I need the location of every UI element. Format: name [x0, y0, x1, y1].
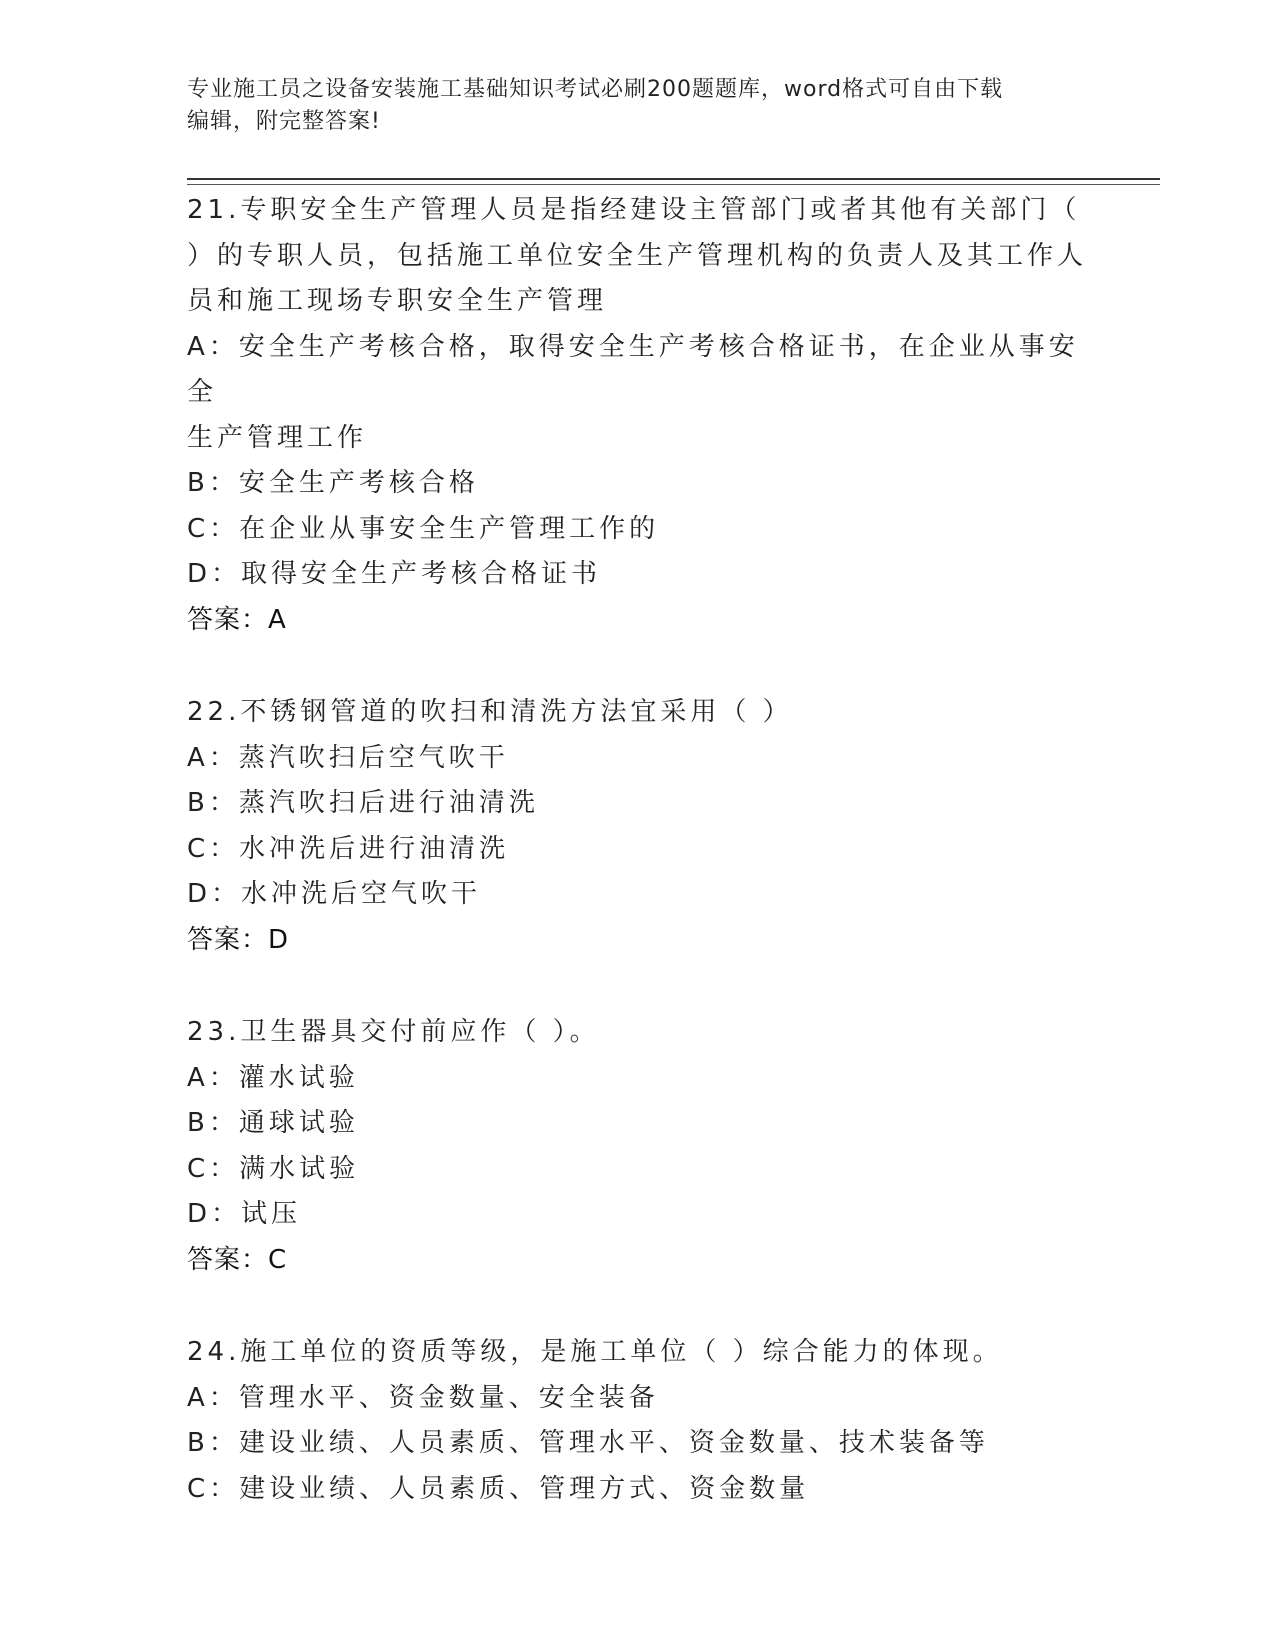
header-title-line-2: 编辑，附完整答案! — [187, 109, 381, 134]
header-divider-thin — [187, 184, 1160, 185]
answer-value: A — [268, 604, 287, 635]
option-d: D：取得安全生产考核合格证书 — [187, 559, 602, 589]
header-title-line-1: 专业施工员之设备安装施工基础知识考试必刷200题题库，word格式可自由下载 — [187, 77, 1004, 102]
answer-line — [187, 1238, 1087, 1284]
document-header — [187, 74, 1067, 138]
question-24 — [187, 1330, 1087, 1512]
header-divider-thick — [187, 178, 1160, 180]
question-23 — [187, 1010, 1087, 1283]
question-stem-line: 24.施工单位的资质等级，是施工单位（ ）综合能力的体现。 — [187, 1337, 1003, 1367]
option-b: B：建设业绩、人员素质、管理水平、资金数量、技术装备等 — [187, 1428, 989, 1458]
answer-line — [187, 918, 1087, 964]
option-b: B：安全生产考核合格 — [187, 468, 479, 498]
question-stem-line: 员和施工现场专职安全生产管理 — [187, 286, 608, 316]
answer-label: 答案： — [187, 1244, 269, 1275]
question-stem-line: ）的专职人员，包括施工单位安全生产管理机构的负责人及其工作人 — [187, 240, 1088, 271]
option-a: A：管理水平、资金数量、安全装备 — [187, 1382, 659, 1413]
option-d: D：试压 — [187, 1199, 302, 1229]
question-stem-line: 22.不锈钢管道的吹扫和清洗方法宜采用（ ） — [187, 697, 793, 727]
answer-label: 答案： — [187, 924, 269, 955]
option-c: C：满水试验 — [187, 1153, 360, 1184]
option-a: A：灌水试验 — [187, 1062, 359, 1093]
question-list — [187, 188, 1087, 1559]
option-a-continued: 生产管理工作 — [187, 422, 368, 453]
answer-line — [187, 598, 1087, 644]
answer-value: C — [268, 1244, 288, 1275]
question-21 — [187, 188, 1087, 643]
option-c: C：在企业从事安全生产管理工作的 — [187, 513, 660, 544]
option-b: B：蒸汽吹扫后进行油清洗 — [187, 788, 539, 818]
option-c: C：建设业绩、人员素质、管理方式、资金数量 — [187, 1473, 810, 1504]
answer-value: D — [268, 924, 290, 955]
question-stem-line: 21.专职安全生产管理人员是指经建设主管部门或者其他有关部门（ — [187, 195, 1081, 225]
option-a: A：安全生产考核合格，取得安全生产考核合格证书，在企业从事安全 — [187, 331, 1079, 407]
question-22 — [187, 690, 1087, 963]
option-c: C：水冲洗后进行油清洗 — [187, 833, 510, 864]
answer-label: 答案： — [187, 604, 269, 635]
question-stem-line: 23.卫生器具交付前应作（ ）。 — [187, 1017, 600, 1047]
option-a: A：蒸汽吹扫后空气吹干 — [187, 742, 509, 773]
option-d: D：水冲洗后空气吹干 — [187, 879, 482, 909]
option-b: B：通球试验 — [187, 1108, 359, 1138]
